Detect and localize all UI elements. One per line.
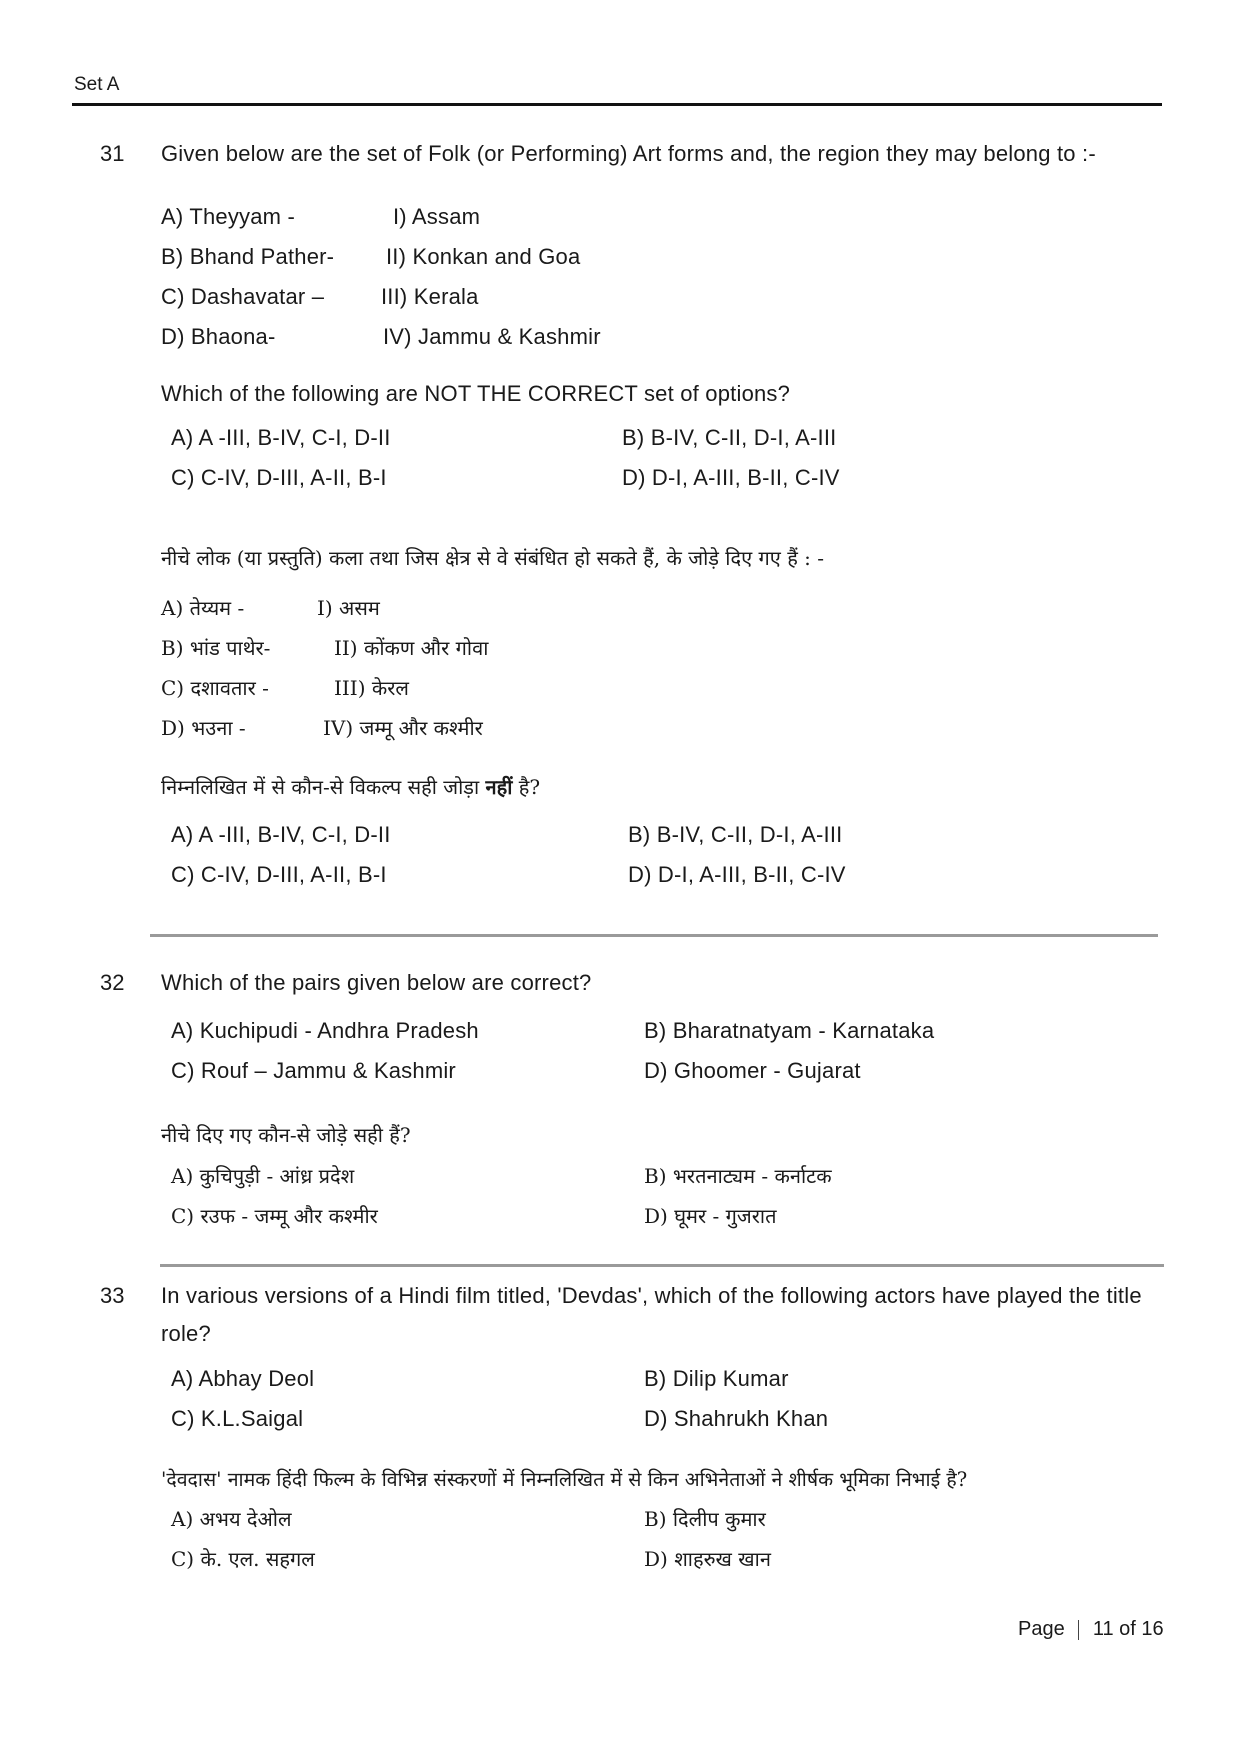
section-divider <box>160 1264 1164 1267</box>
match-right-item-hi: I) असम <box>317 596 380 620</box>
option-c[interactable]: C) C-IV, D-III, A-II, B-I <box>171 465 387 490</box>
option-b[interactable]: B) B-IV, C-II, D-I, A-III <box>622 425 837 450</box>
page-separator <box>1078 1620 1079 1640</box>
question-stem-en: Which of the pairs given below are correct? <box>161 970 592 995</box>
match-left-item: D) Bhaona- <box>161 324 276 349</box>
match-right-item-hi: III) केरल <box>334 676 409 700</box>
question-stem-en: Given below are the set of Folk (or Performing) Art forms and, the region they may belong to :- <box>161 141 1096 166</box>
page-footer <box>1018 1618 1164 1641</box>
question-stem-en-line2: role? <box>161 1321 211 1346</box>
question-prompt-en: Which of the following are NOT THE CORRECT set of options? <box>161 381 791 406</box>
option-d[interactable]: D) Ghoomer - Gujarat <box>644 1058 861 1083</box>
option-c-hi[interactable]: C) C-IV, D-III, A-II, B-I <box>171 862 387 887</box>
question-stem-hi: नीचे लोक (या प्रस्तुति) कला तथा जिस क्षेत्र से वे संबंधित हो सकते हैं, के जोड़े दिए गए हैं : - <box>161 546 825 570</box>
match-right-item: I) Assam <box>393 204 481 229</box>
option-d[interactable]: D) Shahrukh Khan <box>644 1406 829 1431</box>
match-left-item-hi: A) तेय्यम - <box>161 596 245 620</box>
option-d[interactable]: D) D-I, A-III, B-II, C-IV <box>622 465 840 490</box>
option-b-hi[interactable]: B) भरतनाट्यम - कर्नाटक <box>644 1164 832 1188</box>
set-label: Set A <box>74 74 120 95</box>
prompt-hi-emphasis: नहीं <box>485 775 513 799</box>
match-right-item-hi: II) कोंकण और गोवा <box>334 636 489 660</box>
match-left-item: A) Theyyam - <box>161 204 296 229</box>
option-b-hi[interactable]: B) दिलीप कुमार <box>644 1507 766 1531</box>
option-a-hi[interactable]: A) अभय देओल <box>171 1507 292 1531</box>
match-left-item-hi: C) दशावतार - <box>161 676 269 700</box>
question-stem-hi: 'देवदास' नामक हिंदी फिल्म के विभिन्न संस्करणों में निम्नलिखित में से किन अभिनेताओं ने शीर्षक भूमिका निभाई है? <box>161 1468 968 1491</box>
option-d-hi[interactable]: D) घूमर - गुजरात <box>644 1204 777 1228</box>
option-a[interactable]: A) Abhay Deol <box>171 1366 315 1391</box>
option-d-hi[interactable]: D) शाहरुख खान <box>644 1547 771 1571</box>
option-a-hi[interactable]: A) कुचिपुड़ी - आंध्र प्रदेश <box>171 1164 355 1188</box>
page-label: Page <box>1018 1618 1065 1640</box>
option-a[interactable]: A) A -III, B-IV, C-I, D-II <box>171 425 391 450</box>
option-c[interactable]: C) K.L.Saigal <box>171 1406 304 1431</box>
question-prompt-hi <box>161 773 540 800</box>
section-divider <box>150 934 1158 937</box>
match-left-item-hi: B) भांड पाथेर- <box>161 636 271 660</box>
option-b[interactable]: B) Bharatnatyam - Karnataka <box>644 1018 935 1043</box>
option-c[interactable]: C) Rouf – Jammu & Kashmir <box>171 1058 456 1083</box>
question-number: 31 <box>100 141 125 166</box>
option-c-hi[interactable]: C) रउफ - जम्मू और कश्मीर <box>171 1204 378 1228</box>
question-number: 32 <box>100 970 125 995</box>
prompt-hi-pre: निम्नलिखित में से कौन-से विकल्प सही जोड़ा <box>161 775 486 799</box>
question-number: 33 <box>100 1283 125 1308</box>
option-a-hi[interactable]: A) A -III, B-IV, C-I, D-II <box>171 822 391 847</box>
option-b-hi[interactable]: B) B-IV, C-II, D-I, A-III <box>628 822 843 847</box>
match-right-item: II) Konkan and Goa <box>386 244 581 269</box>
option-a[interactable]: A) Kuchipudi - Andhra Pradesh <box>171 1018 479 1043</box>
option-c-hi[interactable]: C) के. एल. सहगल <box>171 1547 315 1571</box>
match-left-item-hi: D) भउना - <box>161 716 246 740</box>
match-left-item: B) Bhand Pather- <box>161 244 335 269</box>
page-number: 11 of 16 <box>1092 1618 1164 1640</box>
match-right-item-hi: IV) जम्मू और कश्मीर <box>323 716 483 740</box>
question-stem-hi: नीचे दिए गए कौन-से जोड़े सही हैं? <box>161 1123 411 1147</box>
option-b[interactable]: B) Dilip Kumar <box>644 1366 789 1391</box>
match-left-item: C) Dashavatar – <box>161 284 325 309</box>
header-rule <box>72 103 1162 106</box>
match-right-item: III) Kerala <box>381 284 479 309</box>
match-right-item: IV) Jammu & Kashmir <box>383 324 601 349</box>
question-stem-en-line1: In various versions of a Hindi film titled, 'Devdas', which of the following actors have played the title <box>161 1283 1142 1308</box>
option-d-hi[interactable]: D) D-I, A-III, B-II, C-IV <box>628 862 846 887</box>
prompt-hi-post: है? <box>512 775 541 799</box>
